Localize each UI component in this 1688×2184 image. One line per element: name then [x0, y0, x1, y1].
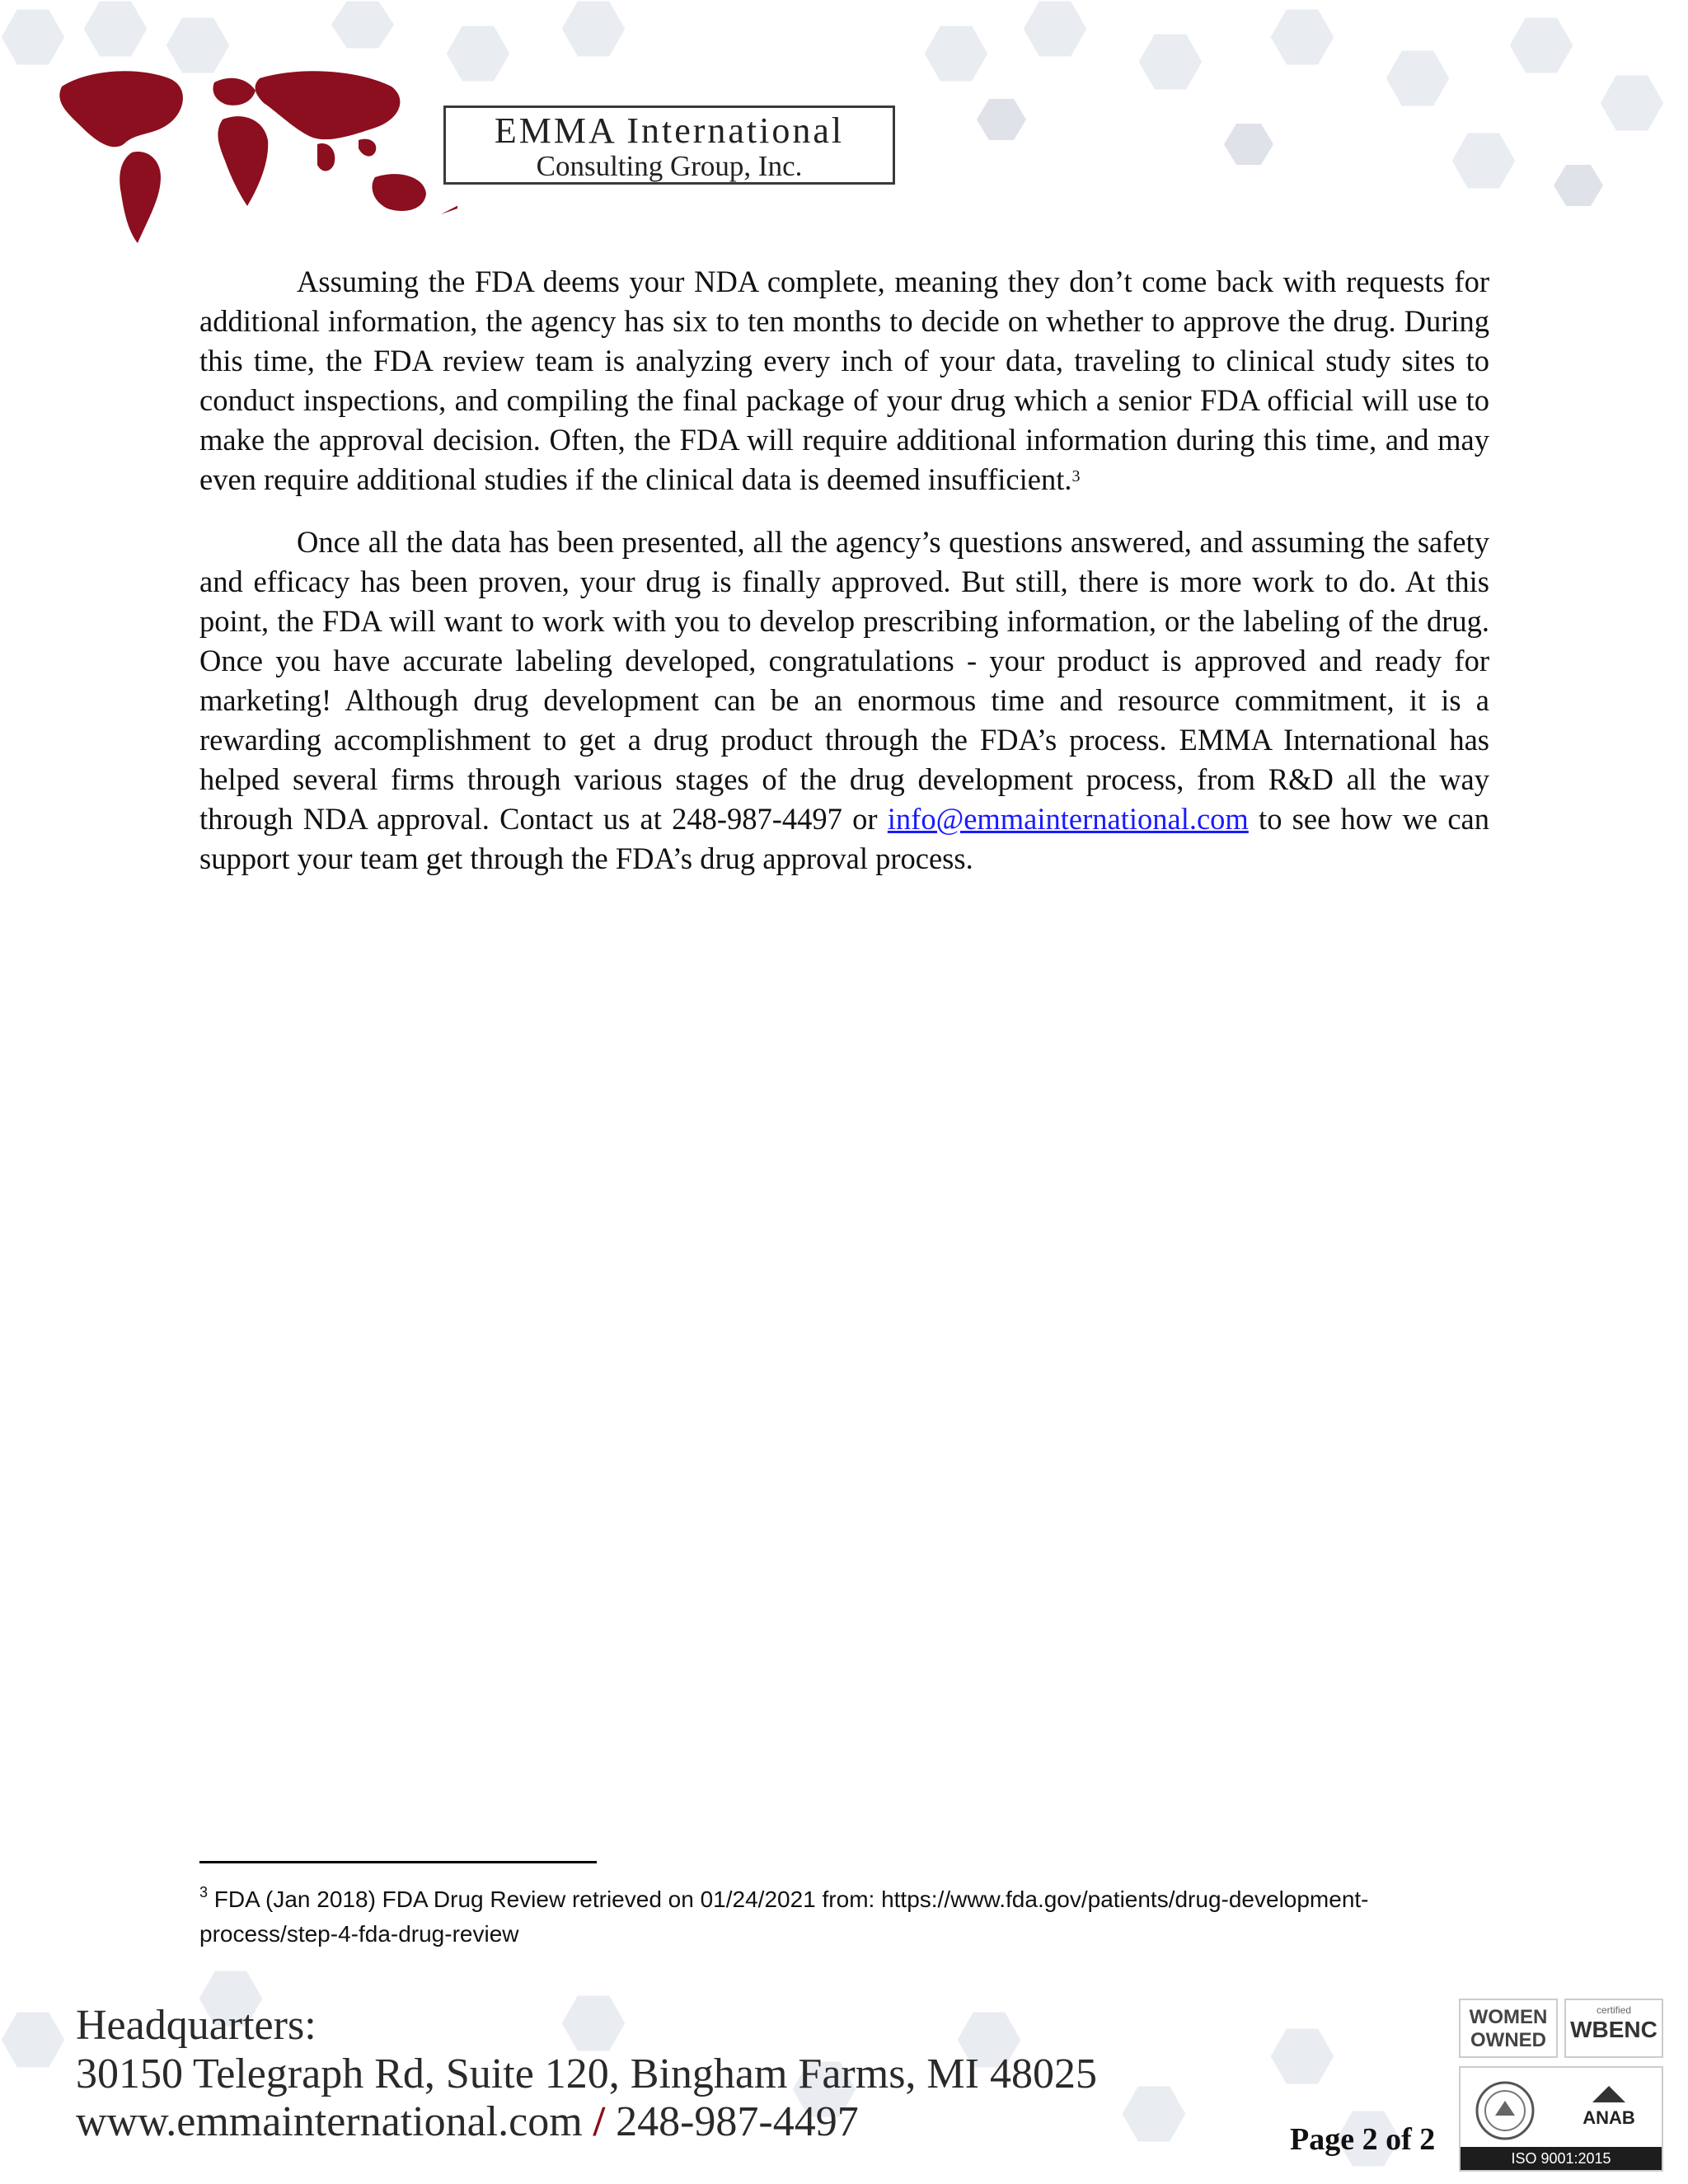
- footnote-separator: [199, 1861, 597, 1863]
- footer-headquarters: [76, 2001, 1097, 2146]
- women-owned-badge: [1459, 1999, 1558, 2058]
- hq-address: 30150 Telegraph Rd, Suite 120, Bingham Farms, MI 48025: [76, 2050, 1097, 2097]
- paragraph-2-text: Once all the data has been presented, all the agency’s questions answered, and assuming the safety and efficacy has been proven, your drug is finally approved. But still, there is more work to do. At this point, the FDA will want to work with you to develop prescribing information, or the labeling of the drug. Once you have accurate labeling developed, congratulations - your product is approved and ready for marketing! Although drug development can be an enormous time and resource commitment, it is a rewarding accomplishment to get a drug product through the FDA’s process. EMMA International has helped several firms through various stages of the drug development process, from R&D all the way through NDA approval. Contact us at 248-987-4497 or: [199, 525, 1489, 836]
- certification-badges: [1459, 1990, 1665, 2172]
- hq-contact-line: [76, 2098, 1097, 2146]
- separator-slash: /: [593, 2098, 606, 2145]
- company-subtitle: Consulting Group, Inc.: [536, 150, 803, 182]
- company-name: EMMA International: [494, 110, 845, 151]
- footnote-text: FDA (Jan 2018) FDA Drug Review retrieved on 01/24/2021 from: https://www.fda.gov/patients/drug-development-process/step-4-fda-drug-review: [199, 1886, 1369, 1947]
- anab-icon: [1568, 2078, 1650, 2144]
- page-number: Page 2 of 2: [1290, 2122, 1436, 2157]
- iso-badge: [1459, 2066, 1663, 2172]
- anab-label: ANAB: [1582, 2107, 1635, 2128]
- company-logo-box: [443, 105, 895, 185]
- paragraph-approval: [199, 523, 1489, 879]
- women-owned-line1: WOMEN: [1469, 2006, 1548, 2028]
- world-map-logo: [45, 54, 457, 251]
- women-owned-line2: OWNED: [1470, 2029, 1546, 2051]
- website-link[interactable]: www.emmainternational.com: [76, 2098, 583, 2145]
- hq-phone: 248-987-4497: [616, 2098, 859, 2145]
- wbenc-label: WBENC: [1570, 2017, 1658, 2042]
- iso-label: ISO 9001:2015: [1461, 2147, 1662, 2170]
- wbenc-badge: [1564, 1999, 1663, 2058]
- paragraph-review-period: [199, 262, 1489, 499]
- footnote: [199, 1882, 1489, 1952]
- seal-icon: [1472, 2078, 1538, 2144]
- paragraph-2-text-end: to see how we can support your team get through the FDA’s drug approval process.: [199, 802, 1490, 875]
- hq-title: Headquarters:: [76, 2002, 316, 2049]
- footnote-ref-3: 3: [1071, 467, 1081, 485]
- email-link[interactable]: info@emmainternational.com: [887, 802, 1249, 836]
- footnote-number: 3: [199, 1884, 209, 1900]
- paragraph-1-text: Assuming the FDA deems your NDA complete, meaning they don’t come back with requests for additional information, the agency has six to ten months to decide on whether to approve the drug. During this time, the FDA review team is analyzing every inch of your data, traveling to clinical study sites to conduct inspections, and compiling the final package of your drug which a senior FDA official will use to make the approval decision. Often, the FDA will require additional information during this time, and may even require additional studies if the clinical data is deemed insufficient.: [199, 265, 1489, 496]
- wbenc-certified-label: certified: [1596, 2004, 1632, 2016]
- document-body: [199, 262, 1489, 902]
